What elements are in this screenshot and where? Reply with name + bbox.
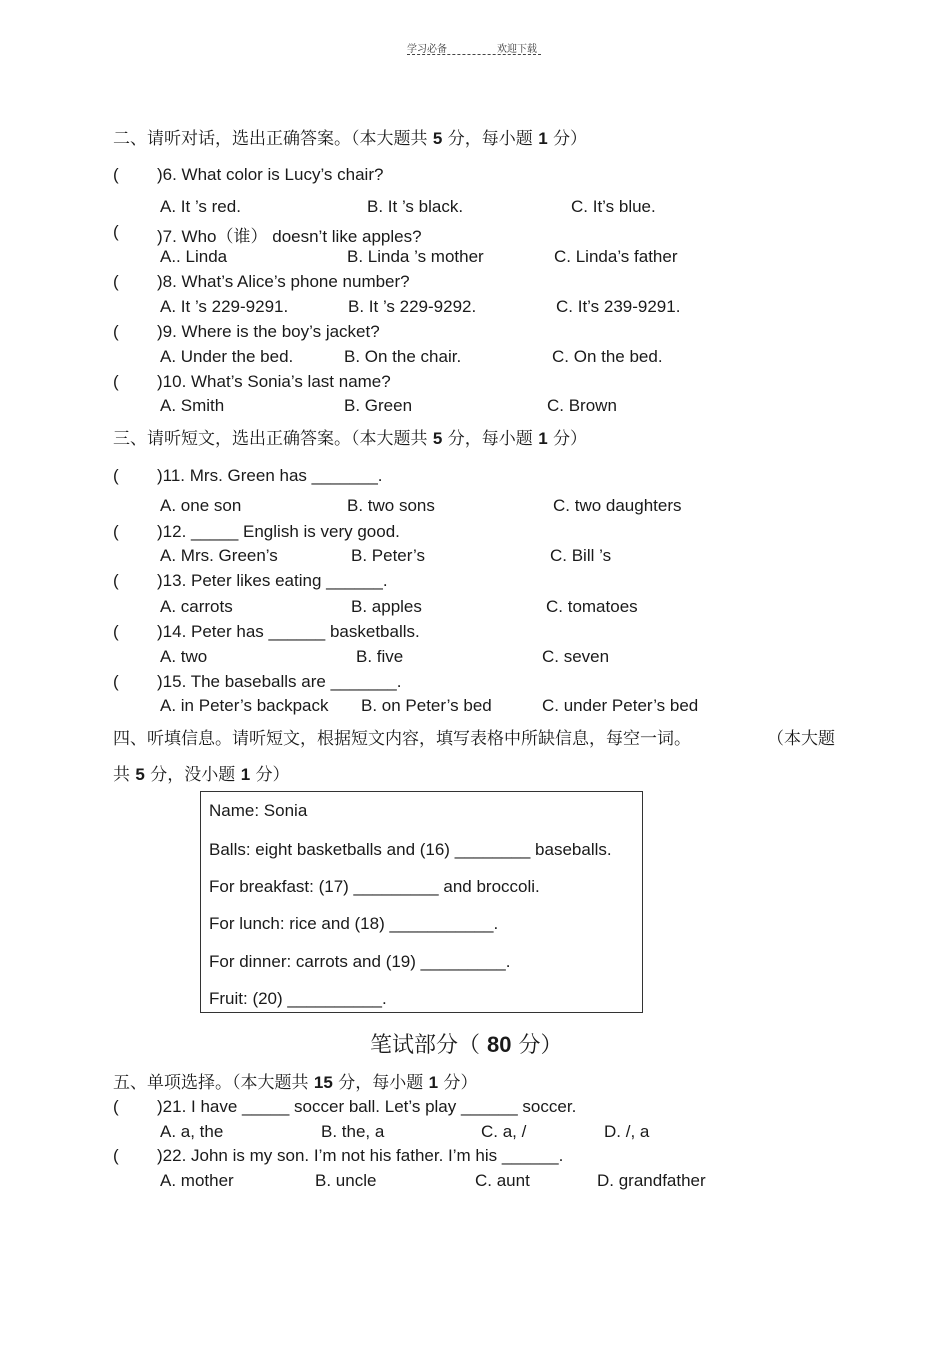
option-d: D. grandfather: [597, 1171, 706, 1190]
answer-paren[interactable]: (: [113, 571, 119, 590]
option-a: A. carrots: [160, 597, 233, 616]
section-4-title-line2: [113, 760, 290, 785]
written-part-title: [370, 1028, 563, 1059]
section-points: 5: [135, 765, 145, 784]
answer-paren[interactable]: (: [113, 1146, 119, 1165]
info-fruit[interactable]: Fruit: (20) __________.: [209, 989, 387, 1008]
answer-paren[interactable]: (: [113, 522, 119, 541]
option-a: A. two: [160, 647, 208, 666]
question-14: )14. Peter has ______ basketballs.: [157, 622, 420, 641]
question-8: )8. What’s Alice’s phone number?: [157, 272, 410, 291]
answer-paren[interactable]: (: [113, 466, 119, 485]
option-c: C. aunt: [475, 1171, 530, 1190]
section-title-text: 分）: [255, 765, 290, 785]
option-a: A. Under the bed.: [160, 347, 294, 366]
section-2-title: [113, 124, 587, 149]
section-points: 15: [313, 1073, 333, 1092]
section-each-points: 1: [428, 1073, 439, 1092]
question-7: )7. Who（谁） doesn’t like apples?: [157, 227, 422, 246]
option-c: C. On the bed.: [552, 347, 663, 366]
option-a: A. Smith: [160, 396, 225, 415]
header-right-text: 欢迎下载: [497, 44, 537, 55]
answer-paren[interactable]: (: [113, 622, 119, 641]
section-3-title: [113, 424, 587, 449]
section-each-points: 1: [538, 429, 548, 448]
info-balls[interactable]: Balls: eight basketballs and (16) ________ baseballs.: [209, 840, 612, 859]
section-5-title: [113, 1068, 478, 1093]
info-table: [200, 791, 643, 1013]
section-title-text: 分，每小题: [447, 429, 533, 449]
option-a: A. mother: [160, 1171, 234, 1190]
section-points: 5: [432, 129, 443, 148]
question-12: )12. _____ English is very good.: [157, 522, 400, 541]
section-title-text: 分，每小题: [447, 129, 533, 149]
info-breakfast[interactable]: For breakfast: (17) _________ and broccoli.: [209, 877, 540, 896]
option-b: B. two sons: [347, 496, 435, 515]
option-b: B. Peter’s: [351, 546, 426, 565]
option-a: A. It ’s red.: [160, 197, 241, 216]
option-b: B. On the chair.: [344, 347, 462, 366]
answer-paren[interactable]: (: [113, 165, 119, 184]
option-b: B. Green: [344, 396, 413, 415]
option-c: C. seven: [542, 647, 610, 666]
section-points: 5: [432, 429, 443, 448]
option-a: A. Mrs. Green’s: [160, 546, 278, 565]
option-b: B. on Peter’s bed: [361, 696, 492, 715]
answer-paren[interactable]: (: [113, 222, 119, 241]
option-b: B. apples: [351, 597, 422, 616]
section-each-points: 1: [240, 765, 251, 784]
section-title-text: 五、单项选择。（本大题共: [113, 1073, 309, 1093]
option-a: A. in Peter’s backpack: [160, 696, 329, 715]
option-b: B. It ’s black.: [367, 197, 464, 216]
section-each-points: 1: [538, 129, 548, 148]
option-c: C. It’s blue.: [571, 197, 656, 216]
question-15: )15. The baseballs are _______.: [157, 672, 402, 691]
section-4-title-line1: 四、听填信息。请听短文，根据短文内容，填写表格中所缺信息，每空一词。: [113, 729, 691, 749]
option-a: A.. Linda: [160, 247, 228, 266]
question-13: )13. Peter likes eating ______.: [157, 571, 388, 590]
info-name: Name: Sonia: [209, 801, 308, 820]
section-title-text: 二、请听对话，选出正确答案。（本大题共: [113, 129, 428, 149]
option-a: A. It ’s 229-9291.: [160, 297, 289, 316]
info-dinner[interactable]: For dinner: carrots and (19) _________.: [209, 952, 511, 971]
option-b: B. It ’s 229-9292.: [348, 297, 477, 316]
option-a: A. one son: [160, 496, 242, 515]
written-part-text: 分）: [518, 1033, 563, 1058]
question-22: )22. John is my son. I’m not his father. I’m his ______.: [157, 1146, 564, 1165]
option-c: C. two daughters: [553, 496, 682, 515]
option-b: B. the, a: [321, 1122, 385, 1141]
answer-paren[interactable]: (: [113, 272, 119, 291]
section-title-text: 分）: [553, 129, 588, 149]
written-part-score: 80: [487, 1032, 512, 1057]
section-title-text: 分）: [553, 429, 588, 449]
answer-paren[interactable]: (: [113, 372, 119, 391]
option-d: D. /, a: [604, 1122, 650, 1141]
answer-paren[interactable]: (: [113, 672, 119, 691]
section-title-text: 共: [113, 765, 130, 785]
answer-paren[interactable]: (: [113, 322, 119, 341]
question-11: )11. Mrs. Green has _______.: [157, 466, 383, 485]
option-c: C. Brown: [547, 396, 617, 415]
option-c: C. a, /: [481, 1122, 527, 1141]
option-c: C. under Peter’s bed: [542, 696, 699, 715]
section-title-text: 分，每小题: [338, 1073, 424, 1093]
option-c: C. Linda’s father: [554, 247, 678, 266]
header-divider: [407, 54, 541, 55]
section-4-title-line1-right: （本大题: [767, 729, 835, 749]
option-b: B. Linda ’s mother: [347, 247, 484, 266]
section-title-text: 三、请听短文，选出正确答案。（本大题共: [113, 429, 428, 449]
question-21: )21. I have _____ soccer ball. Let’s play ______ soccer.: [157, 1097, 577, 1116]
section-title-text: 分，没小题: [150, 765, 236, 785]
option-b: B. five: [356, 647, 404, 666]
info-lunch[interactable]: For lunch: rice and (18) ___________.: [209, 914, 499, 933]
answer-paren[interactable]: (: [113, 1097, 119, 1116]
option-c: C. It’s 239-9291.: [556, 297, 681, 316]
header-left-text: 学习必备: [407, 44, 447, 55]
question-10: )10. What’s Sonia’s last name?: [157, 372, 391, 391]
option-c: C. Bill ’s: [550, 546, 612, 565]
question-6: )6. What color is Lucy’s chair?: [157, 165, 384, 184]
option-b: B. uncle: [315, 1171, 377, 1190]
question-9: )9. Where is the boy’s jacket?: [157, 322, 380, 341]
option-c: C. tomatoes: [546, 597, 638, 616]
written-part-text: 笔试部分（: [370, 1033, 481, 1058]
option-a: A. a, the: [160, 1122, 224, 1141]
section-title-text: 分）: [443, 1073, 478, 1093]
